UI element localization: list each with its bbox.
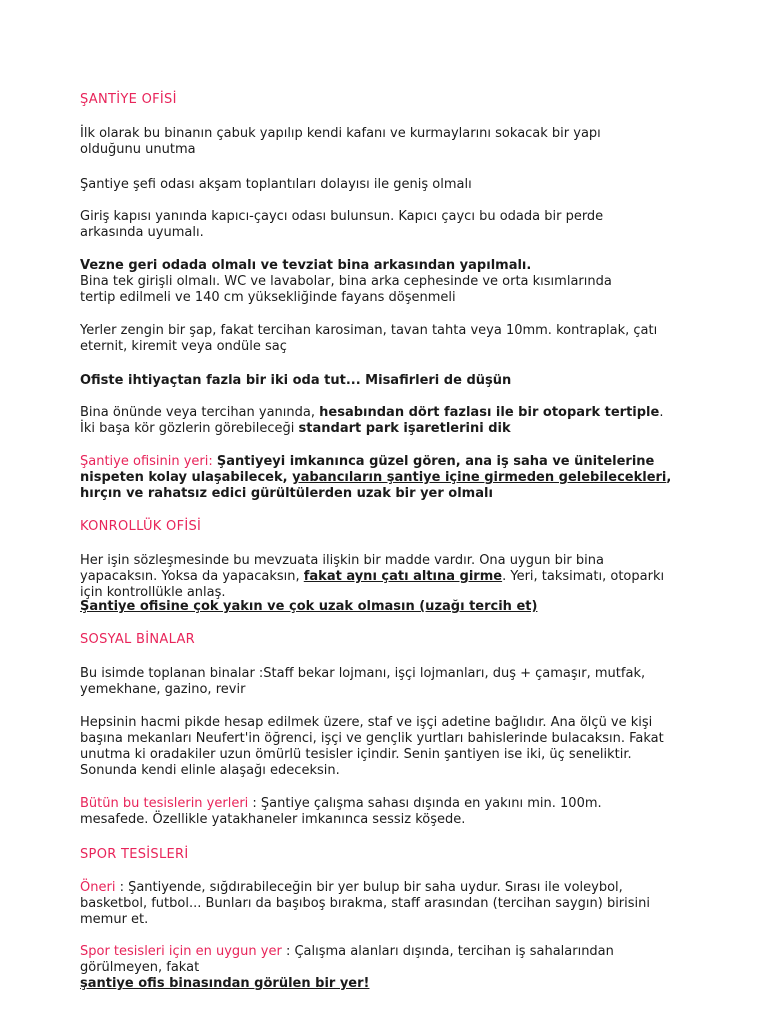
uzagi-tercih-underline: Şantiye ofisine çok yakın ve çok uzak olmasın (uzağı tercih et) — [80, 599, 538, 614]
paragraph-spor-2 — [80, 944, 650, 992]
park-bold-text: standart park işaretlerini dik — [298, 421, 511, 436]
paragraph-santiye-5: Yerler zengin bir şap, fakat tercihan karosiman, tavan tahta veya 10mm. kontraplak, çatı eternit, kiremit veya ondüle saç — [80, 323, 658, 354]
paragraph-spor-1 — [80, 880, 675, 928]
paragraph-santiye-1: İlk olarak bu binanın çabuk yapılıp kendi kafanı ve kurmaylarını sokacak bir yapı olduğunu unutma — [80, 126, 601, 157]
en-uygun-yer-label: Spor tesisleri için en uygun yer — [80, 944, 286, 959]
paragraph-santiye-3: Giriş kapısı yanında kapıcı-çaycı odası bulunsun. Kapıcı çaycı bu odada bir perde arkasında uyumalı. — [80, 209, 604, 240]
cati-altina-underline: fakat aynı çatı altına girme — [303, 569, 503, 584]
oneri-label: Öneri — [80, 880, 120, 895]
paragraph-santiye-7 — [80, 405, 700, 437]
tesis-yerleri-text: : Şantiye çalışma sahası dışında en yakını min. 100m. mesafede. Özellikle yatakhaneler imkanınca sessiz köşede. — [80, 796, 602, 827]
kontrolluk-text: . Yeri, taksimatı, otoparkı için kontrollükle anlaş. — [80, 569, 665, 600]
heading-konrolluk-ofisi: KONROLLÜK OFİSİ — [80, 519, 202, 534]
otopark-bold-text: hesabından dört fazlası ile bir otopark tertiple — [319, 405, 660, 420]
otopark-text: Bina önünde veya tercihan yanında, — [80, 405, 320, 420]
period-text: . — [659, 405, 664, 420]
bina-girisi-text: Bina tek girişli olmalı. WC ve lavabolar, bina arka cephesinde ve orta kısımlarında tertip edilmeli ve 140 cm yüksekliğinde fayans döşenmeli — [80, 274, 612, 305]
paragraph-konrolluk-2 — [80, 599, 700, 615]
vezne-bold-text: Vezne geri odada olmalı ve tevziat bina arkasından yapılmalı. — [80, 258, 532, 273]
paragraph-konrolluk-1 — [80, 553, 675, 601]
santiye-yeri-label: Şantiye ofisinin yeri: — [80, 454, 217, 469]
paragraph-sosyal-1: Bu isimde toplanan binalar :Staff bekar lojmanı, işçi lojmanları, duş + çamaşır, mutfak, yemekhane, gazino, revir — [80, 666, 646, 697]
paragraph-santiye-4 — [80, 258, 640, 306]
tesis-yerleri-label: Bütün bu tesislerin yerleri — [80, 796, 253, 811]
ofis-binasindan-underline: şantiye ofis binasından görülen bir yer! — [80, 976, 370, 991]
paragraph-sosyal-3 — [80, 796, 640, 828]
santiye-yeri-bold: Şantiyeyi imkanınca güzel gören, ana iş saha ve ünitelerine nispeten kolay ulaşabilecek, — [80, 454, 655, 485]
paragraph-santiye-2: Şantiye şefi odası akşam toplantıları dolayısı ile geniş olmalı — [80, 177, 472, 192]
paragraph-santiye-8 — [80, 454, 680, 502]
heading-spor-tesisleri: SPOR TESİSLERİ — [80, 847, 189, 862]
paragraph-santiye-6 — [80, 373, 700, 389]
park-text: İki başa kör gözlerin görebileceği — [80, 421, 299, 436]
heading-sosyal-binalar: SOSYAL BİNALAR — [80, 632, 195, 647]
paragraph-sosyal-2: Hepsinin hacmi pikde hesap edilmek üzere, staf ve işçi adetine bağlıdır. Ana ölçü ve kişi başına mekanları Neufert'in öğrenci, işçi ve gençlik yurtları bahislerinde bulacaksın. Fakat unutma ki oradakiler uzun ömürlü tesisler içindir. Senin şantiyen ise iki, üç seneliktir. Sonunda kendi elinle alaşağı edeceksin. — [80, 715, 664, 778]
oneri-text: : Şantiyende, sığdırabileceğin bir yer bulup bir saha uydur. Sırası ile voleybol, basketbol, futbol... Bunları da başıboş bırakma, staff arasından (tercihan saygın) birisini memur et. — [80, 880, 650, 927]
sozlesme-text: Her işin sözleşmesinde bu mevzuata ilişkin bir madde vardır. Ona uygun bir bina yapacaksın. Yoksa da yapacaksın, — [80, 553, 604, 584]
heading-santiye-ofisi: ŞANTİYE OFİSİ — [80, 92, 177, 107]
en-uygun-yer-text: : Çalışma alanları dışında, tercihan iş sahalarından görülmeyen, fakat — [80, 944, 614, 975]
santiye-yeri-bold-end: , hırçın ve rahatsız edici gürültülerden uzak bir yer olmalı — [80, 470, 672, 501]
ofiste-bold-text: Ofiste ihtiyaçtan fazla bir iki oda tut... Misafirleri de düşün — [80, 373, 512, 388]
santiye-yeri-underline: yabancıların şantiye içine girmeden gelebilecekleri — [292, 470, 667, 485]
